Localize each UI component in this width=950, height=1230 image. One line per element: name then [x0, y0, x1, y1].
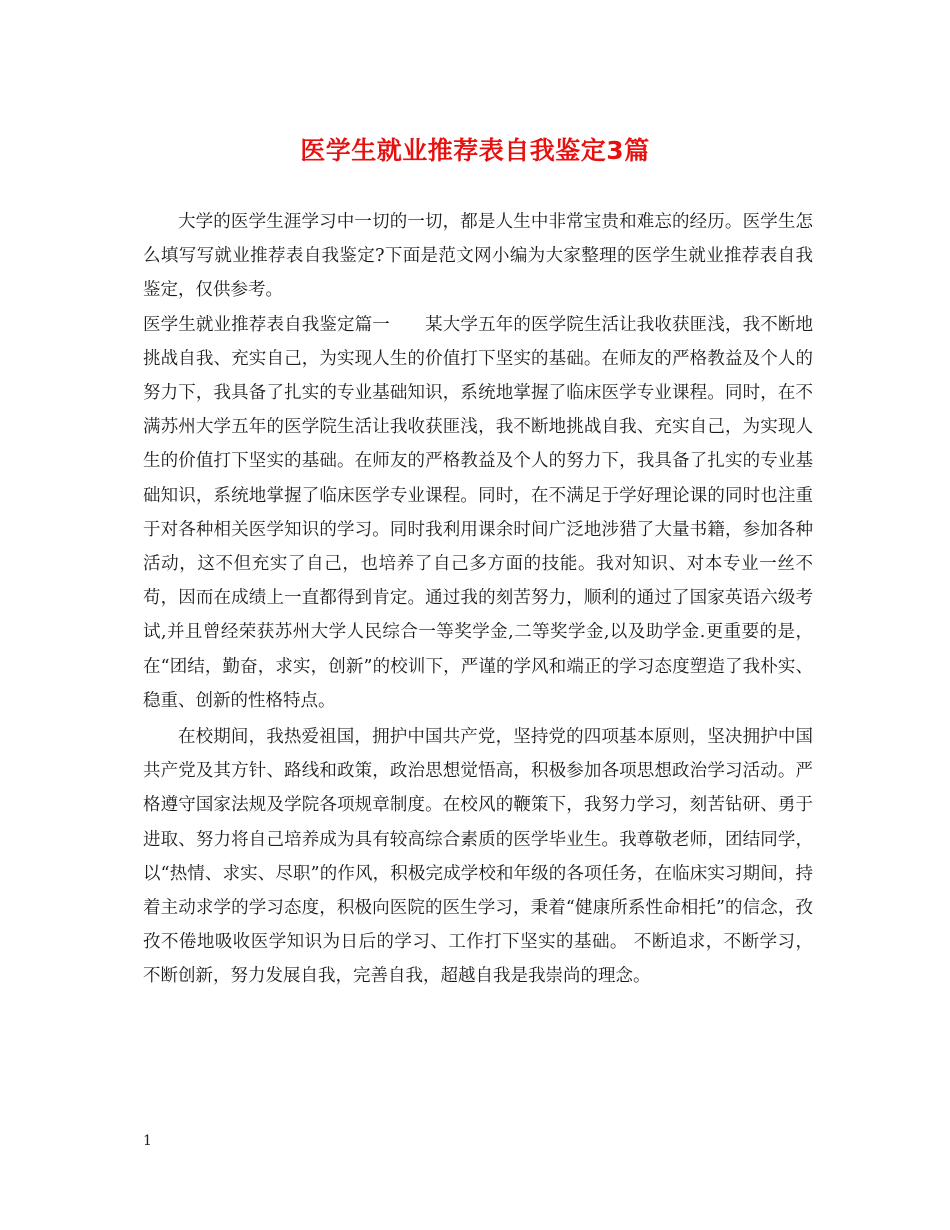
section-one-paragraph: 医学生就业推荐表自我鉴定篇一 某大学五年的医学院生活让我收获匪浅，我不断地挑战自我、充实自己，为实现人生的价值打下坚实的基础。在师友的严格教益及个人的努力下，我具备了扎实的专业基础知识，系统地掌握了临床医学专业课程。同时，在不满苏州大学五年的医学院生活让我收获匪浅，我不断地挑战自我、充实自己，为实现人生的价值打下坚实的基础。在师友的严格教益及个人的努力下，我具备了扎实的专业基础知识，系统地掌握了临床医学专业课程。同时，在不满足于学好理论课的同时也注重于对各种相关医学知识的学习。同时我利用课余时间广泛地涉猎了大量书籍，参加各种活动，这不但充实了自己，也培养了自己多方面的技能。我对知识、对本专业一丝不苟，因而在成绩上一直都得到肯定。通过我的刻苦努力，顺利的通过了国家英语六级考试,并且曾经荣获苏州大学人民综合一等奖学金,二等奖学金,以及助学金.更重要的是，在“团结，勤奋，求实，创新”的校训下，严谨的学风和端正的学习态度塑造了我朴实、稳重、创新的性格特点。 — [143, 314, 813, 711]
document-title: 医学生就业推荐表自我鉴定3篇 — [300, 136, 650, 165]
document-body — [143, 205, 813, 994]
campus-paragraph: 在校期间，我热爱祖国，拥护中国共产党，坚持党的四项基本原则，坚决拥护中国共产党及其方针、路线和政策，政治思想觉悟高，积极参加各项思想政治学习活动。严格遵守国家法规及学院各项规章制度。在校风的鞭策下，我努力学习，刻苦钻研、勇于进取、努力将自己培养成为具有较高综合素质的医学毕业生。我尊敬老师，团结同学，以“热情、求实、尽职”的作风，积极完成学校和年级的各项任务，在临床实习期间，持着主动求学的学习态度，积极向医院的医生学习，秉着“健康所系性命相托”的信念，孜孜不倦地吸收医学知识为日后的学习、工作打下坚实的基础。 不断追求，不断学习，不断创新，努力发展自我，完善自我，超越自我是我崇尚的理念。 — [143, 727, 813, 987]
intro-paragraph: 大学的医学生涯学习中一切的一切，都是人生中非常宝贵和难忘的经历。医学生怎么填写写就业推荐表自我鉴定?下面是范文网小编为大家整理的医学生就业推荐表自我鉴定，仅供参考。 — [143, 212, 813, 301]
page-number: 1 — [143, 1133, 152, 1149]
